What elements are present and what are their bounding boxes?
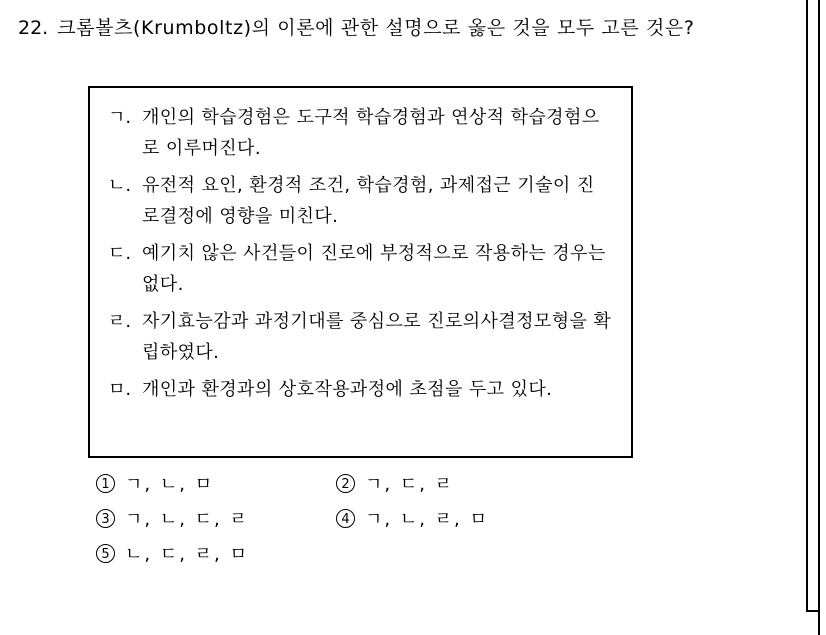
statement-text: 예기치 않은 사건들이 진로에 부정적으로 작용하는 경우는 없다. bbox=[142, 243, 606, 295]
statement-item bbox=[108, 170, 615, 232]
choice-option-5[interactable] bbox=[96, 542, 336, 568]
choice-option-4[interactable] bbox=[336, 507, 489, 533]
statement-marker: ㄷ. bbox=[108, 243, 132, 264]
choice-label-5: ㄴ, ㄷ, ㄹ, ㅁ bbox=[125, 544, 249, 565]
choice-row bbox=[96, 542, 716, 568]
choice-marker-4: 4 bbox=[336, 509, 355, 528]
page-border-outer bbox=[818, 0, 820, 635]
statement-item bbox=[108, 374, 615, 405]
statement-text: 개인과 환경과의 상호작용과정에 초점을 두고 있다. bbox=[142, 379, 553, 400]
choice-marker-5: 5 bbox=[96, 544, 115, 563]
statement-marker: ㅁ. bbox=[108, 379, 132, 400]
question-text: 크롬볼츠(Krumboltz)의 이론에 관한 설명으로 옳은 것을 모두 고른 것은? bbox=[57, 17, 695, 39]
statement-item bbox=[108, 102, 615, 164]
choice-label-4: ㄱ, ㄴ, ㄹ, ㅁ bbox=[365, 509, 489, 530]
statement-box bbox=[88, 86, 633, 458]
choice-row bbox=[96, 507, 716, 533]
statement-text: 자기효능감과 과정기대를 중심으로 진로의사결정모형을 확립하였다. bbox=[142, 311, 612, 363]
page-border-bottom bbox=[806, 610, 820, 612]
question-number: 22. bbox=[18, 17, 49, 39]
choice-label-2: ㄱ, ㄷ, ㄹ bbox=[365, 474, 455, 495]
choice-option-1[interactable] bbox=[96, 472, 336, 498]
statement-marker: ㄱ. bbox=[108, 107, 132, 128]
choice-row bbox=[96, 472, 716, 498]
choice-marker-3: 3 bbox=[96, 509, 115, 528]
choice-list bbox=[96, 472, 716, 577]
statement-item bbox=[108, 238, 615, 300]
choice-label-3: ㄱ, ㄴ, ㄷ, ㄹ bbox=[125, 509, 249, 530]
choice-marker-1: 1 bbox=[96, 474, 115, 493]
statement-text: 유전적 요인, 환경적 조건, 학습경험, 과제접근 기술이 진로결정에 영향을 미친다. bbox=[142, 175, 595, 227]
choice-label-1: ㄱ, ㄴ, ㅁ bbox=[125, 474, 215, 495]
choice-option-2[interactable] bbox=[336, 472, 454, 498]
page-border-inner bbox=[806, 0, 808, 612]
statement-text: 개인의 학습경험은 도구적 학습경험과 연상적 학습경험으로 이루머진다. bbox=[142, 107, 600, 159]
statement-marker: ㄹ. bbox=[108, 311, 132, 332]
choice-option-3[interactable] bbox=[96, 507, 336, 533]
question-block bbox=[18, 14, 778, 42]
statement-item bbox=[108, 306, 615, 368]
choice-marker-2: 2 bbox=[336, 474, 355, 493]
statement-marker: ㄴ. bbox=[108, 175, 132, 196]
